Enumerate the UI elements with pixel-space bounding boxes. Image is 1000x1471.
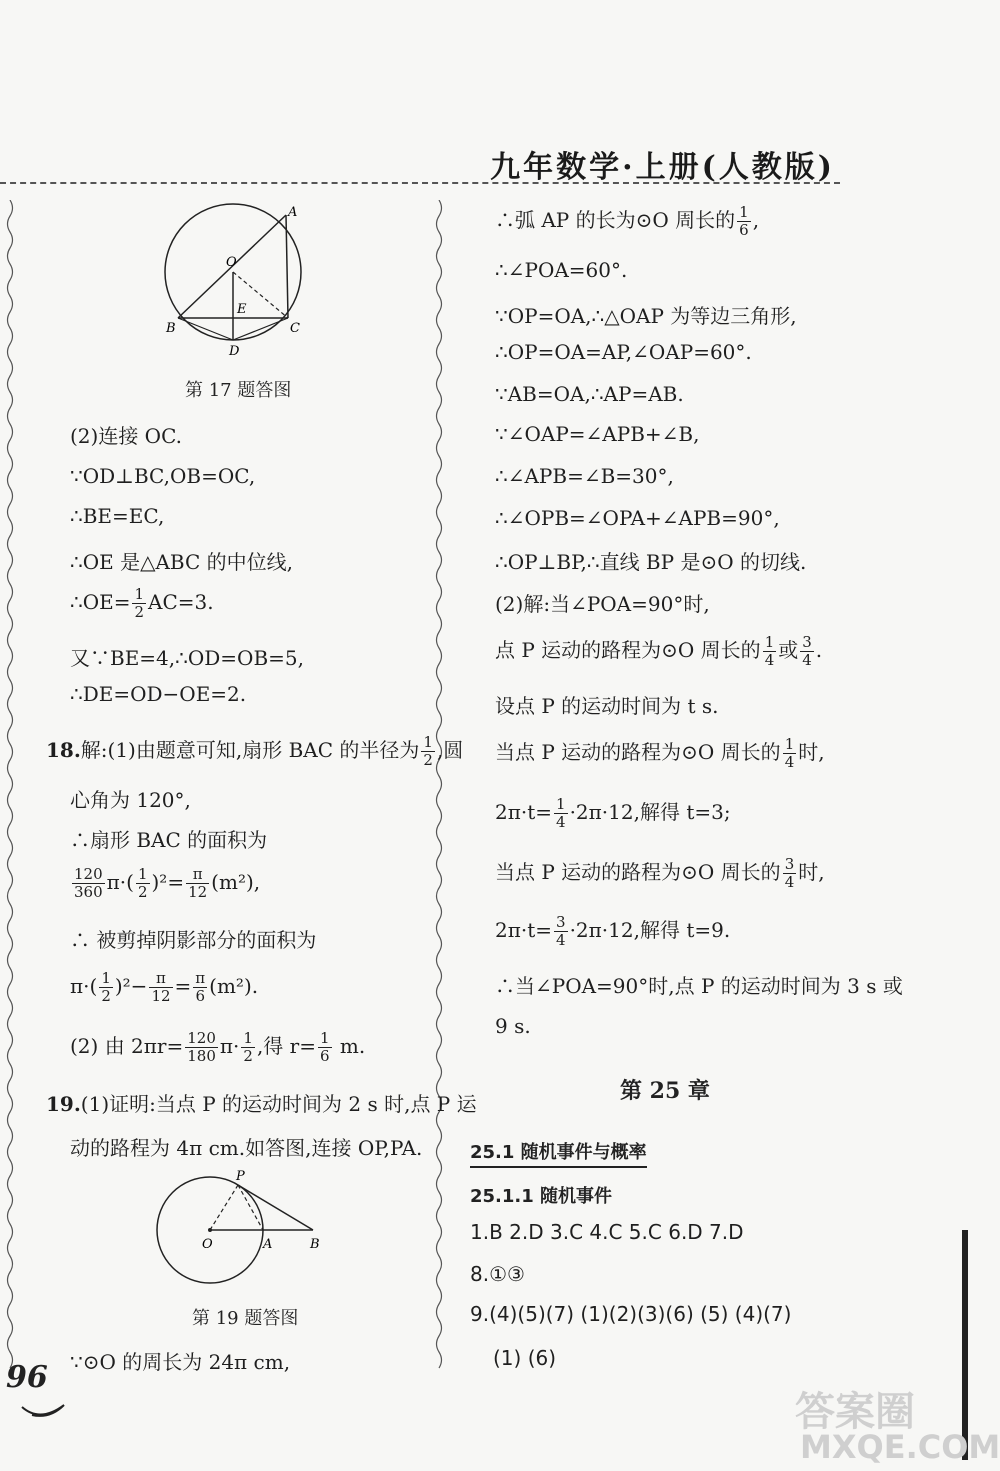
left-line-1: (2)连接 OC. [70, 424, 183, 448]
left-line-4: ∴OE 是△ABC 的中位线, [70, 550, 293, 574]
answer-9-continued: (1) (6) [493, 1346, 557, 1370]
question-18-line-2: 心角为 120°, [70, 788, 191, 812]
fraction: $\frac{3}{4}$ [556, 913, 566, 949]
page-header [0, 140, 1000, 190]
right-line-1: ∴弧 AP 的长为⊙O 周长的 $\frac{1}{6}$ , [495, 203, 760, 239]
left-line-5: ∴OE= $\frac{1}{2}$ AC=3. [70, 585, 214, 621]
fraction: $\frac{1}{6}$ [739, 203, 749, 239]
left-line-7: ∴DE=OD−OE=2. [70, 682, 247, 706]
right-line-10: (2)解:当∠POA=90°时, [495, 592, 710, 616]
fig17-label-e: E [237, 302, 247, 317]
fraction: $\frac{3}{4}$ [802, 633, 812, 669]
fig17-caption: 第 17 题答图 [185, 380, 292, 401]
fraction: $\frac{120}{180}$ [187, 1029, 216, 1065]
right-line-12: 设点 P 的运动时间为 t s. [495, 694, 719, 718]
question-18-line-4: $\frac{120}{360}$ π·( $\frac{1}{2}$ )²= $\frac{\pi}{12}$ (m²), [74, 865, 261, 901]
question-18-line-3: ∴扇形 BAC 的面积为 [70, 828, 268, 852]
fraction: $\frac{\pi}{6}$ [195, 969, 206, 1005]
question-18-line-7: (2) 由 2πr= $\frac{120}{180}$ π· $\frac{1}{2}$ ,得 r= $\frac{1}{6}$ m. [70, 1029, 366, 1065]
fraction: $\frac{1}{2}$ [101, 969, 111, 1005]
right-line-16: 2π·t= $\frac{3}{4}$ ·2π·12,解得 t=9. [495, 913, 731, 949]
left-line-6: 又∵BE=4,∴OD=OB=5, [70, 646, 304, 670]
question-18-line-5: ∴ 被剪掉阴影部分的面积为 [70, 928, 317, 952]
chapter-heading: 第 25 章 [620, 1078, 710, 1104]
question-18-line-6: π·( $\frac{1}{2}$ )²− $\frac{\pi}{12}$ = $\frac{\pi}{6}$ (m²). [70, 969, 259, 1005]
right-line-15: 当点 P 运动的路程为⊙O 周长的 $\frac{3}{4}$ 时, [495, 855, 825, 891]
fraction: $\frac{3}{4}$ [784, 855, 795, 891]
fraction: $\frac{1}{6}$ [319, 1029, 330, 1065]
page-edge-bar [962, 1230, 968, 1460]
section-heading: 25.1 随机事件与概率 [470, 1138, 647, 1168]
right-line-17: ∴当∠POA=90°时,点 P 的运动时间为 3 s 或 [495, 974, 903, 998]
fig17-label-c: C [290, 321, 300, 336]
fraction: $\frac{\pi}{12}$ [151, 969, 171, 1005]
book-title: 九年数学·上册(人教版) [490, 150, 835, 185]
fraction: $\frac{1}{2}$ [134, 585, 145, 621]
fig17-label-a: A [288, 205, 298, 220]
left-line-2: ∵OD⊥BC,OB=OC, [70, 464, 256, 488]
fraction: $\frac{1}{4}$ [556, 795, 566, 831]
fraction: $\frac{120}{360}$ [74, 865, 103, 901]
fig17-label-b: B [166, 321, 176, 336]
leaf-ornament-icon [20, 1395, 70, 1425]
page-number: 96 [6, 1360, 48, 1395]
right-line-3: ∵OP=OA,∴△OAP 为等边三角形, [495, 304, 797, 328]
right-line-8: ∴∠OPB=∠OPA+∠APB=90°, [495, 506, 780, 530]
watermark-logo: 答案圈 [795, 1389, 915, 1435]
watermark-url: MXQE.COM [800, 1428, 1000, 1466]
question-19-line-3: ∵⊙O 的周长为 24π cm, [70, 1350, 291, 1374]
fraction: $\frac{\pi}{12}$ [188, 865, 208, 901]
right-line-11: 点 P 运动的路程为⊙O 周长的 $\frac{1}{4}$ 或 $\frac{3}{4}$ . [495, 633, 823, 669]
question-18-line-1: 18.解:(1)由题意可知,扇形 BAC 的半径为 $\frac{1}{2}$ ,圆 [46, 733, 464, 769]
answer-8: 8.①③ [470, 1262, 525, 1286]
fraction: $\frac{1}{2}$ [243, 1029, 253, 1065]
figure-19 [150, 1168, 340, 1298]
right-line-9: ∴OP⊥BP,∴直线 BP 是⊙O 的切线. [495, 550, 807, 574]
right-line-2: ∴∠POA=60°. [495, 258, 628, 282]
fig19-label-p: P [236, 1169, 245, 1184]
fig19-label-o: O [202, 1237, 213, 1252]
right-line-5: ∵AB=OA,∴AP=AB. [495, 382, 684, 406]
fraction: $\frac{1}{4}$ [764, 633, 775, 669]
fig17-label-o: O [226, 255, 237, 270]
left-line-3: ∴BE=EC, [70, 504, 165, 528]
fig19-label-b: B [310, 1237, 320, 1252]
right-line-13: 当点 P 运动的路程为⊙O 周长的 $\frac{1}{4}$ 时, [495, 735, 825, 771]
fraction: $\frac{1}{4}$ [784, 735, 795, 771]
right-line-18: 9 s. [495, 1014, 531, 1038]
right-line-14: 2π·t= $\frac{1}{4}$ ·2π·12,解得 t=3; [495, 795, 731, 831]
fig19-caption: 第 19 题答图 [192, 1308, 299, 1329]
question-19-line-1: 19.(1)证明:当点 P 的运动时间为 2 s 时,点 P 运 [46, 1092, 477, 1116]
subsection-heading: 25.1.1 随机事件 [470, 1186, 613, 1207]
fig19-label-a: A [263, 1237, 273, 1252]
right-line-7: ∴∠APB=∠B=30°, [495, 464, 674, 488]
fraction: $\frac{1}{2}$ [423, 733, 433, 769]
fig17-label-d: D [229, 344, 240, 359]
fraction: $\frac{1}{2}$ [137, 865, 148, 901]
answer-9: 9.(4)(5)(7) (1)(2)(3)(6) (5) (4)(7) [470, 1302, 792, 1326]
question-19-line-2: 动的路程为 4π cm.如答图,连接 OP,PA. [70, 1136, 423, 1160]
answers-1-7: 1.B 2.D 3.C 4.C 5.C 6.D 7.D [470, 1220, 744, 1244]
left-wavy-divider [4, 200, 16, 1375]
center-wavy-divider [433, 200, 445, 1375]
figure-17 [160, 200, 310, 360]
header-rule [0, 182, 840, 184]
right-line-6: ∵∠OAP=∠APB+∠B, [495, 422, 700, 446]
right-line-4: ∴OP=OA=AP,∠OAP=60°. [495, 340, 752, 364]
